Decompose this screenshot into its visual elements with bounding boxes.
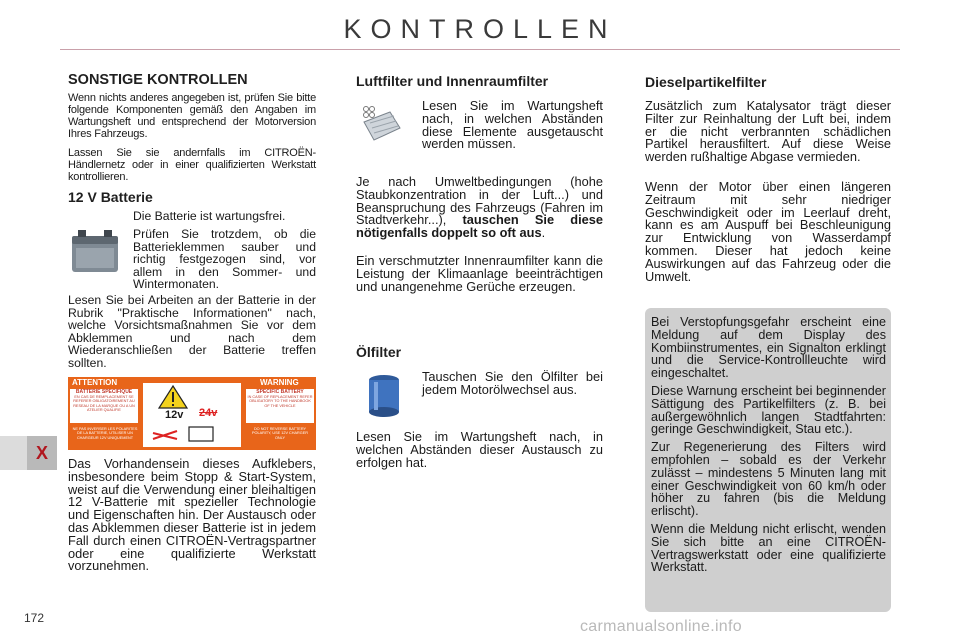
intro-paragraph: Wenn nichts anderes angegeben ist, prüfen Sie bitte folgende Komponenten gemäß den Angaben im Wartungsheft und entsprechend der Motorversion Ihres Fahrzeugs. (68, 92, 316, 140)
cabin-filter-text: Ein verschmutzter Innenraumfilter kann die Leistung der Klimaanlage beeinträchtigen und unangenehme Gerüche erzeugen. (356, 253, 603, 294)
battery-heading: 12 V Batterie (68, 189, 153, 205)
air-filter-icon (360, 104, 404, 148)
battery-warning-label (68, 377, 316, 450)
chapter-tab-strip (0, 436, 27, 470)
oil-filter-text: Tauschen Sie den Ölfilter bei jedem Motorölwechsel aus. (422, 369, 603, 397)
air-filter-conditions: Je nach Umweltbedingungen (hohe Staubkonzentration in der Luft...) und Beanspruchung des Fahrzeugs (Fahren im Stadtverkehr...), tauschen Sie diese nötigenfalls doppelt so oft aus. (356, 174, 603, 241)
battery-check-text: Prüfen Sie trotzdem, ob die Batterieklemmen sauber und richtig festgezogen sind, vor allem in den Sommer- und Wintermonaten. (133, 227, 316, 292)
label-attention: ATTENTION (72, 378, 118, 387)
air-filter-heading: Luftfilter und Innenraumfilter (356, 73, 549, 89)
label-fr-body: EN CAS DE REMPLACEMENT SE REFERER OBLIGATOIREMENT AU RESEAU DE LA MARQUE OU A UN ATELIER QUALIFIE (73, 395, 135, 413)
oil-filter-interval-text: Lesen Sie im Wartungsheft nach, in welchen Abständen dieser Austausch zu erfolgen hat. (356, 429, 603, 470)
label-24v: 24v (199, 407, 218, 419)
note-paragraph: Zur Regenerierung des Filters wird empfohlen – sobald es der Verkehr zulässt – mindestens 5 Minuten lang mit einer Geschwindigkeit von 60 km/h oder höher zu fahren (bis die Meldung erlischt). (651, 440, 886, 519)
air-filter-emphasis: tauschen Sie diese nötigenfalls doppelt so oft aus (356, 212, 603, 241)
info-note-box (645, 308, 891, 612)
section-heading-sonstige: SONSTIGE KONTROLLEN (68, 72, 248, 88)
label-en-bottom: DO NOT REVERSE BATTERY POLARITY, USE 12V CHARGER ONLY (251, 427, 309, 440)
sticker-text: Das Vorhandensein dieses Aufklebers, insbesondere beim Stopp & Start-System, weist auf die Verwendung einer bleihaltigen 12 V-Batterie mit spezieller Technologie und Eigenschaften hin. Der Austausch oder das Abklemmen dieser Batterie ist in jedem Fall durch einen CITROËN-Vertragspartner oder eine qualifizierte Werkstatt vorzunehmen. (68, 456, 316, 574)
label-warning: WARNING (260, 378, 299, 387)
title-divider (60, 49, 900, 50)
label-fr-bottom: NE PAS INVERSER LES POLARITES DE LA BATTERIE, UTILISER UN CHARGEUR 12V UNIQUEMENT (72, 427, 138, 440)
page-title: KONTROLLEN (343, 14, 617, 44)
label-en-box (246, 389, 314, 423)
label-12v: 12v (165, 409, 184, 421)
battery-maintenance-free: Die Batterie ist wartungsfrei. (133, 209, 286, 223)
note-paragraph: Wenn die Meldung nicht erlischt, wenden Sie sich bitte an eine CITROËN-Vertragswerkstatt oder eine qualifizierte Werkstatt. (651, 521, 886, 575)
note-paragraph: Diese Warnung erscheint bei beginnender Sättigung des Partikelfilters (z. B. bei außergewöhnlich langen Stadtfahrten: geringe Geschwindigkeit, Stau etc.). (651, 383, 886, 437)
note-paragraph: Bei Verstopfungsgefahr erscheint eine Meldung auf dem Display des Kombiinstrumentes, ein Signalton erklingt und die Service-Kontrollleuchte wird eingeschaltet. (651, 315, 886, 381)
label-warning-triangle-icon (143, 383, 241, 447)
watermark: carmanualsonline.info (580, 618, 742, 635)
label-fr-title: BATTERIE SPECIFIQUE (75, 389, 133, 395)
oil-filter-icon (364, 372, 404, 420)
diesel-steam-text: Wenn der Motor über einen längeren Zeitraum mit sehr niedriger Geschwindigkeit oder im Leerlauf dreht, kann es am Auspuff bei Beschleunigung zur Entwicklung von Wasserdampf kommen. Dieser hat jedoch keine Auswirkungen auf das Fahrzeug oder die Umwelt. (645, 179, 891, 284)
diesel-filter-text: Zusätzlich zum Katalysator trägt dieser Filter zur Reinhaltung der Luft bei, indem er die nicht verbrannten schädlichen Partikel herausfiltert. Auf diese Weise werden rußhaltige Abgase vermieden. (645, 98, 891, 165)
diesel-filter-heading: Dieselpartikelfilter (645, 74, 767, 90)
label-fr-box (70, 389, 138, 423)
label-en-title: SPECIFIC BATTERY (256, 389, 304, 395)
battery-work-text: Lesen Sie bei Arbeiten an der Batterie in der Rubrik "Praktische Informationen" nach, welche Vorsichtsmaßnahmen Sie vor dem Abklemmen und nach dem Wiederanschließen der Batterie treffen sollten. (68, 293, 316, 370)
label-center-panel (143, 383, 241, 447)
air-filter-text: Lesen Sie im Wartungsheft nach, in welchen Abständen diese Elemente ausgetauscht werden müssen. (422, 98, 603, 152)
oil-filter-heading: Ölfilter (356, 344, 402, 360)
chapter-tab[interactable]: X (27, 436, 57, 470)
page-number: 172 (24, 611, 45, 625)
label-en-body: IN CASE OF REPLACEMENT REFER OBLIGATORY TO THE HANDBOOK OF THE VEHICLE (247, 395, 313, 408)
battery-icon (68, 222, 122, 276)
intro-paragraph-2: Lassen Sie sie andernfalls im CITROËN-Händlernetz oder in einer qualifizierten Werkstatt kontrollieren. (68, 147, 316, 183)
